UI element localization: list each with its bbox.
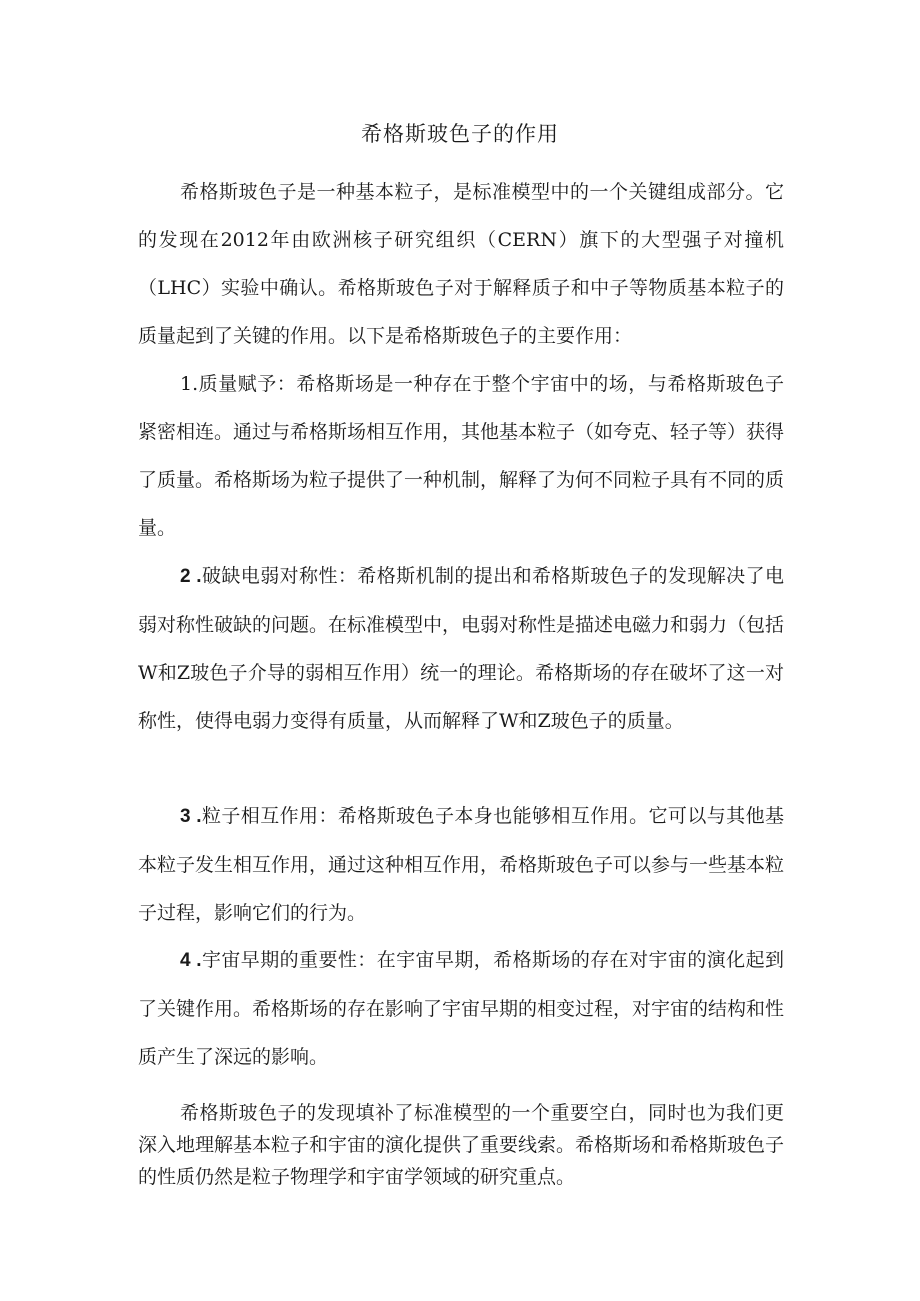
list-item-early-universe: [138, 936, 784, 1081]
list-item-mass: [138, 360, 784, 552]
list-item-number: 2 .: [180, 566, 202, 587]
conclusion-paragraph: 希格斯玻色子的发现填补了标准模型的一个重要空白，同时也为我们更深入地理解基本粒子和宇宙的演化提供了重要线索。希格斯场和希格斯玻色子的性质仍然是粒子物理学和宇宙学领域的研究重点。: [138, 1102, 785, 1188]
list-item-number: 3 .: [180, 806, 202, 827]
list-item-number: 1.: [180, 373, 199, 395]
intro-paragraph: 希格斯玻色子是一种基本粒子，是标准模型中的一个关键组成部分。它的发现在2012年由欧洲核子研究组织（CERN）旗下的大型强子对撞机（LHC）实验中确认。希格斯玻色子对于解释质子和中子等物质基本粒子的质量起到了关键的作用。以下是希格斯玻色子的主要作用：: [138, 181, 784, 347]
list-item-text: 破缺电弱对称性：希格斯机制的提出和希格斯玻色子的发现解决了电弱对称性破缺的问题。在标准模型中，电弱对称性是描述电磁力和弱力（包括W和Z玻色子介导的弱相互作用）统一的理论。希格斯场的存在破坏了这一对称性，使得电弱力变得有质量，从而解释了W和Z玻色子的质量。: [138, 565, 785, 732]
list-item-interaction: [138, 792, 784, 937]
list-item-text: 质量赋予：希格斯场是一种存在于整个宇宙中的场，与希格斯玻色子紧密相连。通过与希格斯场相互作用，其他基本粒子（如夸克、轻子等）获得了质量。希格斯场为粒子提供了一种机制，解释了为何不同粒子具有不同的质量。: [138, 373, 785, 539]
list-item-text: 宇宙早期的重要性：在宇宙早期，希格斯场的存在对宇宙的演化起到了关键作用。希格斯场的存在影响了宇宙早期的相变过程，对宇宙的结构和性质产生了深远的影响。: [138, 949, 785, 1068]
list-item-text: 粒子相互作用：希格斯玻色子本身也能够相互作用。它可以与其他基本粒子发生相互作用，通过这种相互作用，希格斯玻色子可以参与一些基本粒子过程，影响它们的行为。: [138, 805, 785, 924]
list-item-symmetry-breaking: [138, 552, 784, 745]
list-item-number: 4 .: [180, 950, 202, 971]
page-title: 希格斯玻色子的作用: [361, 122, 559, 146]
